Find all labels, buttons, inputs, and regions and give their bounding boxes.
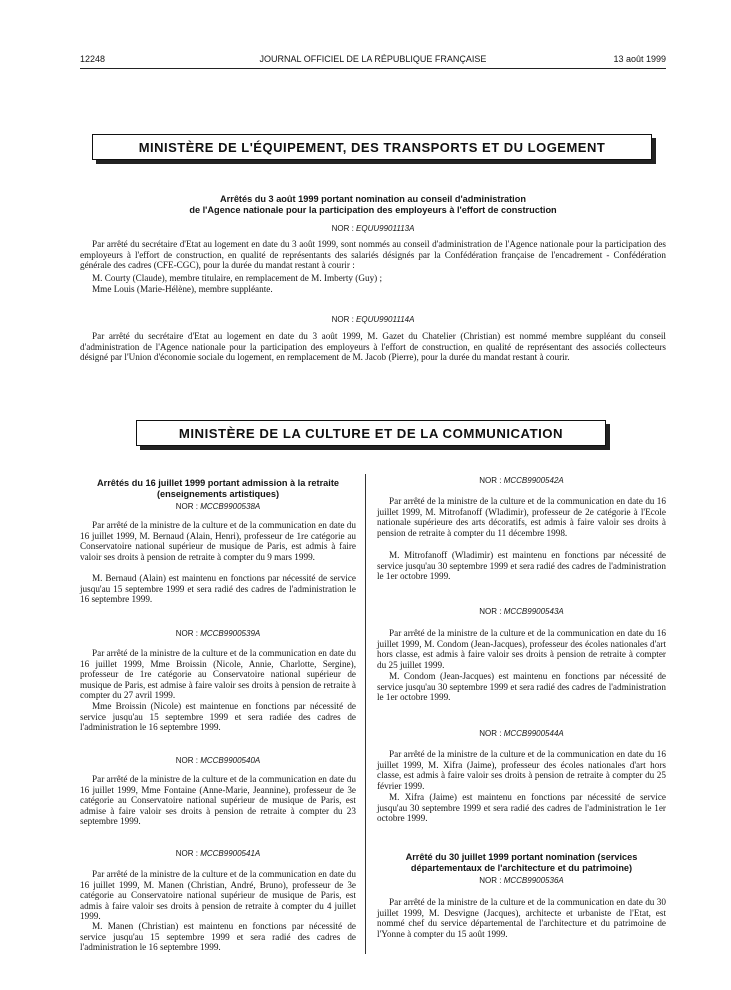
ministry-banner-culture — [136, 420, 606, 446]
nor-code: MCCB9900541A — [200, 849, 261, 858]
nor-label: NOR : — [479, 476, 502, 485]
decree-title-retraite — [80, 478, 356, 500]
issue-date: 13 août 1999 — [613, 54, 666, 64]
header-rule — [80, 68, 666, 69]
nor-reference — [377, 729, 666, 739]
nor-code: MCCB9900539A — [200, 629, 261, 638]
nor-reference — [80, 224, 666, 234]
paragraph: Par arrêté du secrétaire d'Etat au logement en date du 3 août 1999, sont nommés au conseil d'administration de l'Agence nationale pour la participation des employeurs à l'effort de construction, en qualité de représentants des salariés désignés par la Confédération française de l'encadrement - Confédération générale des cadres (CFE-CGC), pour la durée du mandat restant à courir : — [80, 239, 666, 270]
decree-title-line2: départementaux de l'architecture et du patrimoine) — [410, 863, 633, 873]
nor-label: NOR : — [331, 224, 354, 233]
page-number: 12248 — [80, 54, 106, 64]
decree-title-line1: Arrêtés du 3 août 1999 portant nomination au conseil d'administration — [220, 194, 526, 204]
paragraph: Par arrêté de la ministre de la culture et de la communication en date du 16 juillet 1999, M. Condom (Jean-Jacques), professeur des écoles nationales d'art hors classe, est admis à faire valoir ses droits à pension de retraite à compter du 25 juillet 1999. — [377, 628, 666, 670]
decree-title-line1: Arrêté du 30 juillet 1999 portant nomination (services — [405, 852, 638, 862]
paragraph: M. Mitrofanoff (Wladimir) est maintenu en fonctions par nécessité de service jusqu'au 30 septembre 1999 et sera radié des cadres de l'administration le 1er octobre 1999. — [377, 550, 666, 581]
paragraph: M. Courty (Claude), membre titulaire, en remplacement de M. Imberty (Guy) ; — [92, 273, 383, 283]
nor-label: NOR : — [175, 756, 198, 765]
nor-code: MCCB9900544A — [503, 729, 564, 738]
nor-label: NOR : — [175, 629, 198, 638]
ministry-banner-equipement — [92, 134, 652, 160]
nor-label: NOR : — [479, 876, 502, 885]
nor-code: MCCB9900542A — [503, 476, 564, 485]
nor-reference — [80, 849, 356, 859]
nor-label: NOR : — [331, 315, 354, 324]
paragraph: Par arrêté de la ministre de la culture et de la communication en date du 16 juillet 1999, M. Xifra (Jaime), professeur des écoles nationales d'art hors classe, est admis à faire valoir ses droits à pension de retraite à compter du 25 février 1999. — [377, 749, 666, 791]
ministry-title-equipement: MINISTÈRE DE L'ÉQUIPEMENT, DES TRANSPORTS ET DU LOGEMENT — [138, 139, 606, 155]
nor-label: NOR : — [175, 502, 198, 511]
paragraph: Par arrêté de la ministre de la culture et de la communication en date du 16 juillet 1999, M. Bernaud (Alain, Henri), professeur de 1re catégorie au Conservatoire national supérieur de musique de Paris, est admis à faire valoir ses droits à pension de retraite à compter du 9 mars 1999. — [80, 520, 356, 562]
nor-code: MCCB9900543A — [503, 607, 564, 616]
paragraph: M. Xifra (Jaime) est maintenu en fonctions par nécessité de service jusqu'au 30 septembre 1999 et sera radié des cadres de l'administration le 1er octobre 1999. — [377, 792, 666, 823]
nor-code: MCCB9900538A — [200, 502, 261, 511]
nor-code: EQUU9901113A — [356, 224, 415, 233]
page-header — [80, 54, 666, 66]
paragraph: Par arrêté du secrétaire d'Etat au logement en date du 3 août 1999, M. Gazet du Chatelier (Christian) est nommé membre suppléant du conseil d'administration de l'Agence nationale pour la participation des employeurs à l'effort de construction, en qualité de représentant des associés collecteurs désigné par l'Union d'économie sociale du logement, en remplacement de M. Jacob (Pierre), pour la durée du mandat restant à courir. — [80, 331, 666, 362]
paragraph: Mme Broissin (Nicole) est maintenue en fonctions par nécessité de service jusqu'au 15 septembre 1999 et sera radiée des cadres de l'administration le 16 septembre 1999. — [80, 701, 356, 732]
nor-code: MCCB9900540A — [200, 756, 261, 765]
decree-title-equipement — [80, 194, 666, 216]
paragraph: M. Condom (Jean-Jacques) est maintenu en fonctions par nécessité de service jusqu'au 30 septembre 1999 et sera radié des cadres de l'administration le 1er octobre 1999. — [377, 671, 666, 702]
decree-title-line1: Arrêtés du 16 juillet 1999 portant admission à la retraite — [96, 478, 340, 488]
paragraph: Mme Louis (Marie-Hélène), membre suppléante. — [92, 284, 273, 294]
decree-title-line2: de l'Agence nationale pour la participation des employeurs à l'effort de construction — [189, 205, 557, 215]
ministry-title-culture: MINISTÈRE DE LA CULTURE ET DE LA COMMUNICATION — [178, 425, 564, 441]
nor-code: MCCB9900536A — [503, 876, 564, 885]
nor-label: NOR : — [479, 729, 502, 738]
nor-reference — [80, 756, 356, 766]
paragraph: Par arrêté de la ministre de la culture et de la communication en date du 30 juillet 1999, M. Desvigne (Jacques), architecte et urbaniste de l'Etat, est nommé chef du service départemental de l'architecture et du patrimoine de l'Yonne à compter du 15 août 1999. — [377, 897, 666, 939]
nor-reference — [377, 476, 666, 486]
nor-code: EQUU9901114A — [356, 315, 415, 324]
column-divider — [365, 474, 366, 954]
nor-label: NOR : — [175, 849, 198, 858]
nor-reference — [80, 315, 666, 325]
paragraph: M. Bernaud (Alain) est maintenu en fonctions par nécessité de service jusqu'au 15 septembre 1999 et sera radié des cadres de l'administration le 16 septembre 1999. — [80, 573, 356, 604]
journal-title: JOURNAL OFFICIEL DE LA RÉPUBLIQUE FRANÇAISE — [259, 54, 487, 64]
paragraph: Par arrêté de la ministre de la culture et de la communication en date du 16 juillet 1999, M. Manen (Christian, André, Bruno), professeur de 3e catégorie au Conservatoire national supérieur de musique de Paris, est admis à faire valoir ses droits à pension de retraite à compter du 4 juillet 1999. — [80, 869, 356, 921]
nor-label: NOR : — [479, 607, 502, 616]
nor-reference — [377, 607, 666, 617]
decree-title-nomination — [377, 852, 666, 874]
nor-reference — [80, 502, 356, 512]
nor-reference — [377, 876, 666, 886]
paragraph: Par arrêté de la ministre de la culture et de la communication en date du 16 juillet 1999, Mme Fontaine (Anne-Marie, Jeannine), professeur de 3e catégorie au Conservatoire national supérieur de musique de Paris, est admise à faire valoir ses droits à pension de retraite à compter du 23 septembre 1999. — [80, 774, 356, 826]
paragraph: Par arrêté de la ministre de la culture et de la communication en date du 16 juillet 1999, Mme Broissin (Nicole, Annie, Charlotte, Sergine), professeur de 1re catégorie au Conservatoire national supérieur de musique de Paris, est admise à faire valoir ses droits à pension de retraite à compter du 27 avril 1999. — [80, 648, 356, 700]
paragraph: M. Manen (Christian) est maintenu en fonctions par nécessité de service jusqu'au 15 septembre 1999 et sera radié des cadres de l'administration le 16 septembre 1999. — [80, 921, 356, 952]
paragraph: Par arrêté de la ministre de la culture et de la communication en date du 16 juillet 1999, M. Mitrofanoff (Wladimir), professeur de 2e catégorie à l'Ecole nationale supérieure des arts décoratifs, est admis à faire valoir ses droits à pension de retraite à compter du 11 décembre 1998. — [377, 496, 666, 538]
decree-title-line2: (enseignements artistiques) — [156, 489, 280, 499]
nor-reference — [80, 629, 356, 639]
